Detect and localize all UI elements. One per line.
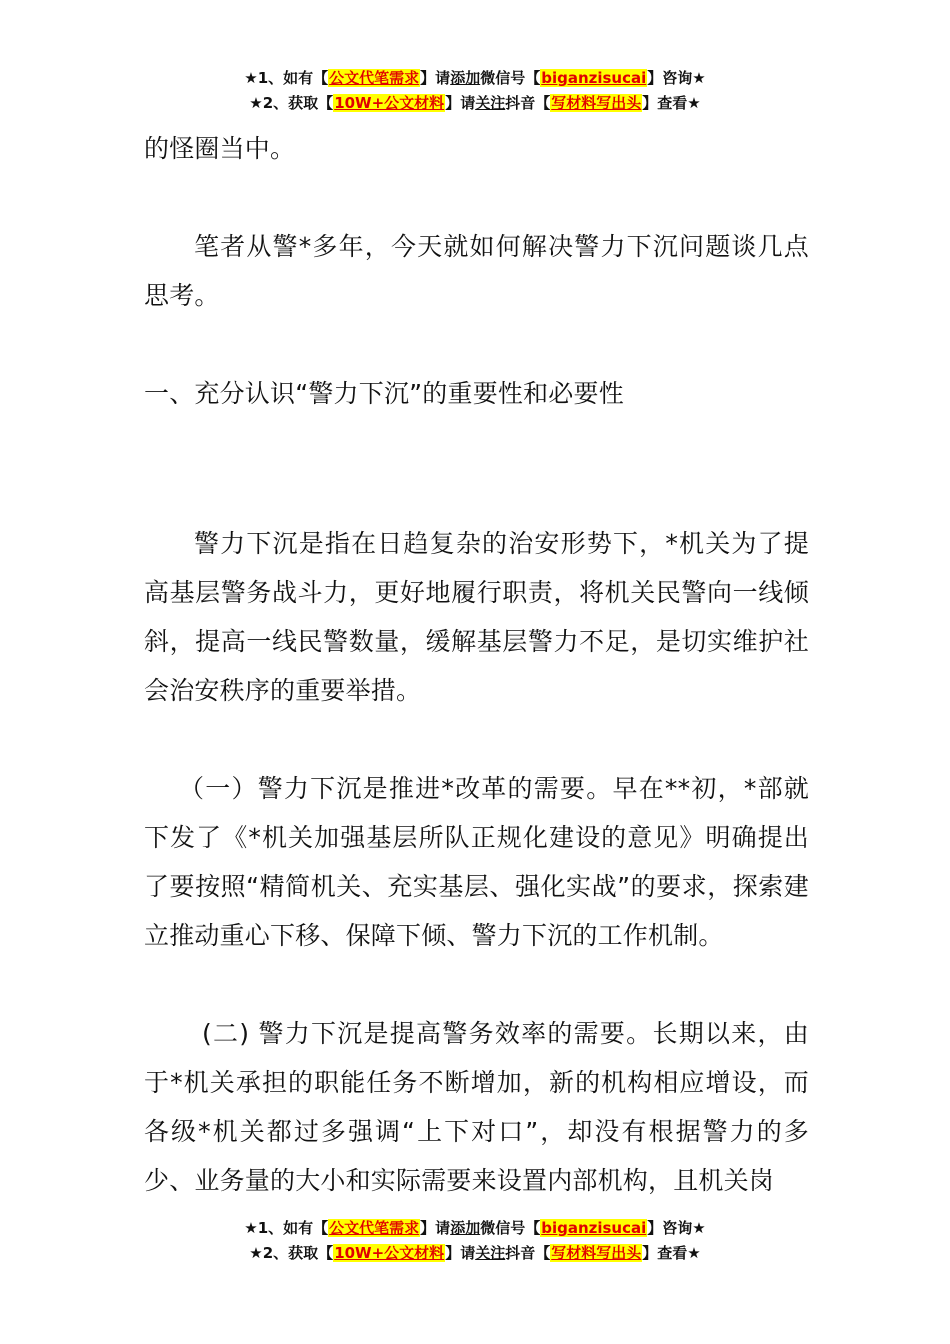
banner-text: 抖音【	[505, 1244, 551, 1262]
banner-line-2	[0, 91, 950, 116]
banner-text: 】查看★	[642, 94, 701, 112]
banner-highlight: biganzisucai	[541, 1219, 647, 1237]
banner-text: ★1、如有【	[244, 1219, 329, 1237]
banner-text: 微信号【	[480, 69, 541, 87]
paragraph: (二) 警力下沉是提高警务效率的需要。长期以来，由于*机关承担的职能任务不断增加，新的机构相应增设，而各级*机关都过多强调“上下对口”，却没有根据警力的多少、业务量的大小和实际需要来设置内部机构，且机关岗	[144, 1019, 809, 1195]
banner-highlight: 写材料写出头	[551, 1244, 642, 1262]
banner-line-2	[0, 1241, 950, 1266]
banner-text: 抖音【	[505, 94, 551, 112]
banner-text: 】请	[420, 1219, 451, 1237]
banner-underline: 关注	[475, 94, 506, 112]
paragraph: 笔者从警*多年，今天就如何解决警力下沉问题谈几点思考。	[144, 232, 809, 310]
banner-text: 微信号【	[480, 1219, 541, 1237]
paragraph: 的怪圈当中。	[144, 134, 296, 163]
banner-text: 】查看★	[642, 1244, 701, 1262]
banner-text: 】咨询★	[647, 1219, 706, 1237]
banner-text: 】请	[445, 1244, 476, 1262]
banner-highlight: 10W+公文材料	[334, 1244, 445, 1262]
banner-highlight: 写材料写出头	[551, 94, 642, 112]
banner-highlight: 10W+公文材料	[334, 94, 445, 112]
banner-text: ★1、如有【	[244, 69, 329, 87]
banner-text: ★2、获取【	[249, 1244, 334, 1262]
banner-highlight: 公文代笔需求	[329, 69, 420, 87]
banner-line-1	[0, 66, 950, 91]
banner-line-1	[0, 1216, 950, 1241]
banner-underline: 添加	[450, 69, 481, 87]
header-banner	[0, 66, 950, 116]
paragraph: （一）警力下沉是推进*改革的需要。早在**初，*部就下发了《*机关加强基层所队正规化建设的意见》明确提出了要按照“精简机关、充实基层、强化实战”的要求，探索建立推动重心下移、保障下倾、警力下沉的工作机制。	[144, 774, 809, 950]
banner-highlight: 公文代笔需求	[329, 1219, 420, 1237]
banner-text: 】咨询★	[647, 69, 706, 87]
banner-text: 】请	[445, 94, 476, 112]
banner-underline: 关注	[475, 1244, 506, 1262]
footer-banner	[0, 1216, 950, 1266]
banner-text: ★2、获取【	[249, 94, 334, 112]
banner-text: 】请	[420, 69, 451, 87]
banner-underline: 添加	[450, 1219, 481, 1237]
paragraph: 警力下沉是指在日趋复杂的治安形势下，*机关为了提高基层警务战斗力，更好地履行职责，将机关民警向一线倾斜，提高一线民警数量，缓解基层警力不足，是切实维护社会治安秩序的重要举措。	[144, 529, 809, 705]
document-body	[144, 124, 809, 1205]
section-heading: 一、充分认识“警力下沉”的重要性和必要性	[144, 379, 624, 408]
banner-highlight: biganzisucai	[541, 69, 647, 87]
